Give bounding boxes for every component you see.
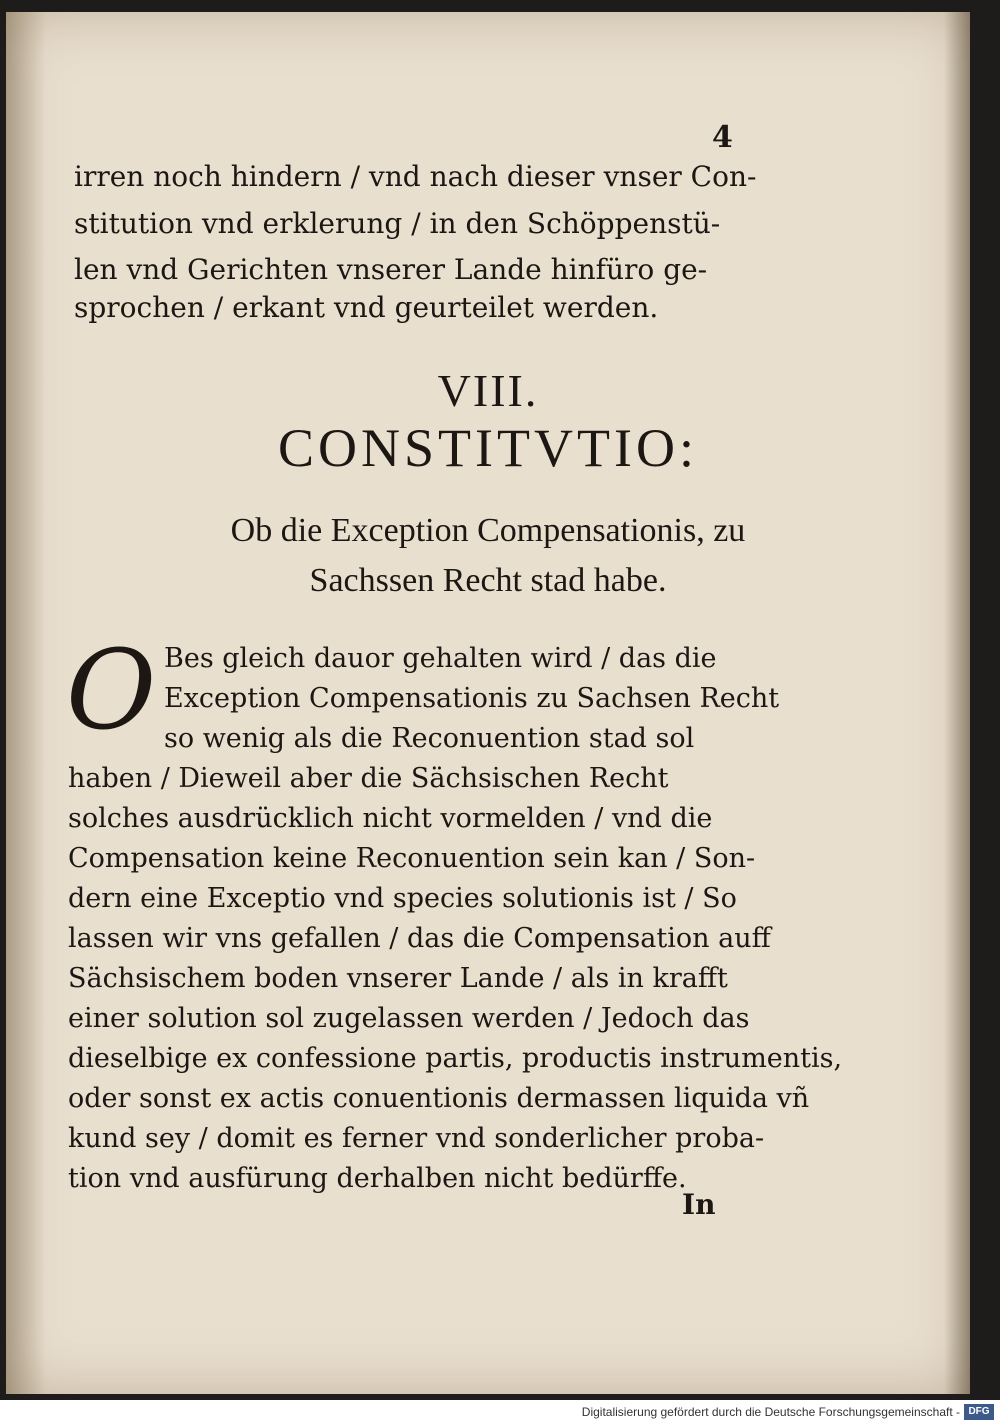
body-line-12: oder sonst ex actis conuentionis dermassen liquida vñ	[68, 1083, 810, 1114]
body-line-11: dieselbige ex confessione partis, productis instrumentis,	[68, 1043, 843, 1074]
body-line-14: tion vnd ausfürung derhalben nicht bedürffe.	[68, 1163, 687, 1194]
subtitle-line-2: Sachssen Recht stad habe.	[309, 562, 667, 599]
section-title: CONSTITVTIO:	[278, 418, 698, 478]
footer-credit: Digitalisierung gefördert durch die Deutsche Forschungsgemeinschaft -	[581, 1405, 960, 1419]
body-line-5: solches ausdrücklich nicht vormelden / vnd die	[68, 803, 713, 834]
drop-cap-initial: O	[66, 626, 157, 754]
top-line-2: stitution vnd erklerung / in den Schöppenstü-	[74, 207, 721, 240]
body-line-4: haben / Dieweil aber die Sächsischen Recht	[68, 763, 669, 794]
body-line-8: lassen wir vns gefallen / das die Compensation auff	[68, 923, 771, 954]
body-line-7: dern eine Exceptio vnd species solutionis ist / So	[68, 883, 737, 914]
page-number: 4	[712, 120, 733, 155]
top-line-3: len vnd Gerichten vnserer Lande hinfüro ge-	[74, 253, 708, 286]
body-line-6: Compensation keine Reconuention sein kan / Son-	[68, 843, 756, 874]
top-line-4: sprochen / erkant vnd geurteilet werden.	[74, 291, 659, 324]
top-line-1: irren noch hindern / vnd nach dieser vnser Con-	[74, 160, 757, 193]
body-line-10: einer solution sol zugelassen werden / Jedoch das	[68, 1003, 750, 1034]
body-line-1: Bes gleich dauor gehalten wird / das die	[164, 643, 717, 674]
page-gutter-shadow	[6, 12, 46, 1394]
subtitle-line-1: Ob die Exception Compensationis, zu	[230, 512, 746, 549]
footer-bar	[0, 1400, 1000, 1425]
catchword: In	[682, 1188, 716, 1221]
body-line-2: Exception Compensationis zu Sachsen Recht	[164, 683, 780, 714]
body-line-3: so wenig als die Reconuention stad sol	[164, 723, 695, 754]
book-page	[6, 12, 970, 1394]
body-line-9: Sächsischem boden vnserer Lande / als in krafft	[68, 963, 728, 994]
page-edge-shadow	[944, 12, 970, 1394]
dfg-logo[interactable]: DFG	[964, 1404, 994, 1420]
section-number: VIII.	[437, 365, 539, 416]
body-line-13: kund sey / domit es ferner vnd sonderlicher proba-	[68, 1123, 765, 1154]
